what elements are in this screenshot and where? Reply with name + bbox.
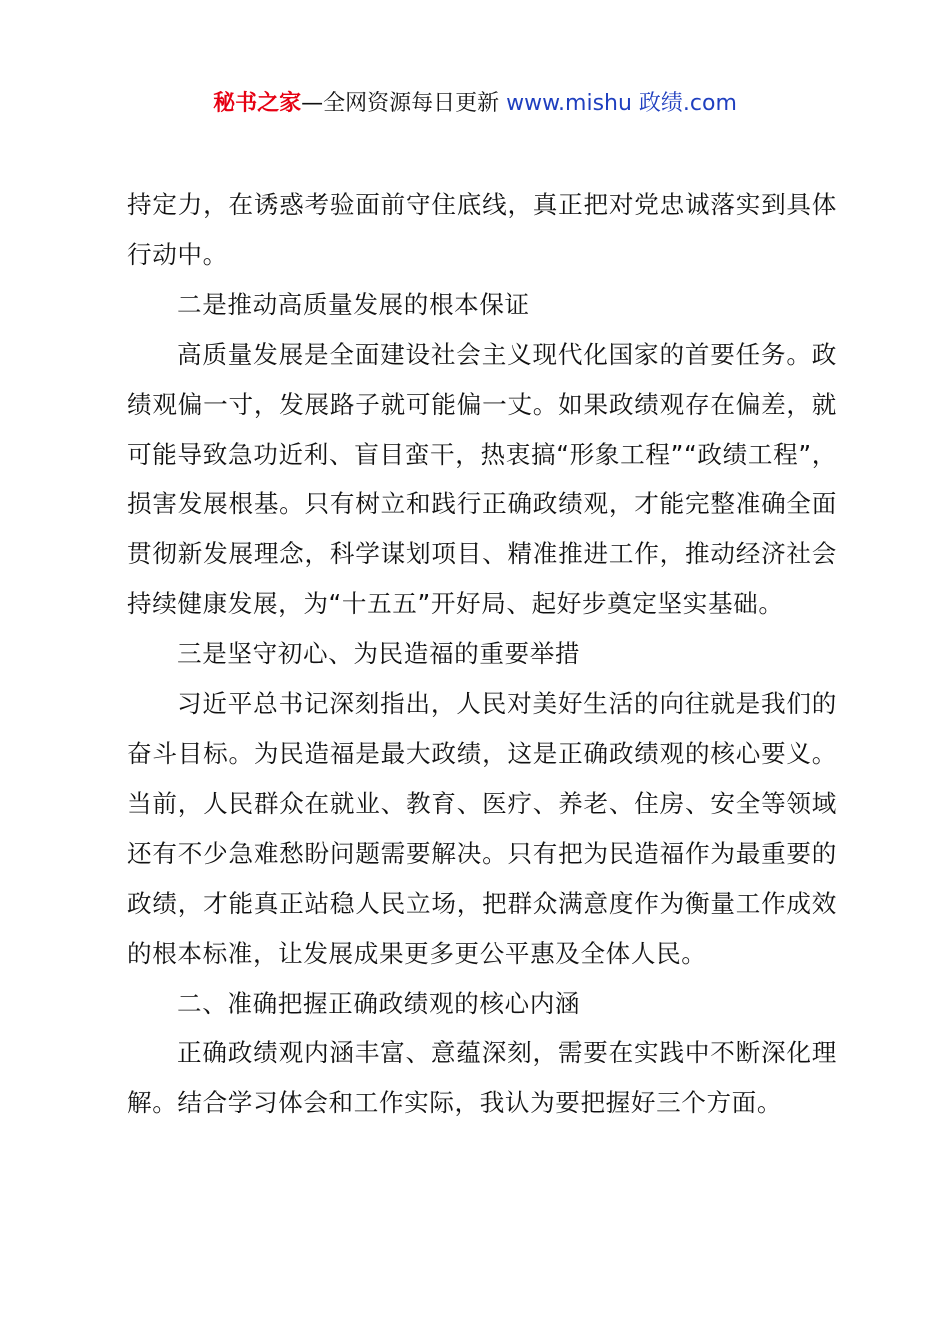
paragraph: 高质量发展是全面建设社会主义现代化国家的首要任务。政绩观偏一寸，发展路子就可能偏一丈。如果政绩观存在偏差，就可能导致急功近利、盲目蛮干，热衷搞“形象工程”“政绩工程”，损害发展根基。只有树立和践行正确政绩观，才能完整准确全面贯彻新发展理念，科学谋划项目、精准推进工作，推动经济社会持续健康发展，为“十五五”开好局、起好步奠定坚实基础。 (127, 339, 837, 619)
paragraph-continuation: 持定力，在诱惑考验面前守住底线，真正把对党忠诚落实到具体行动中。 (127, 190, 837, 269)
section-heading: 三是坚守初心、为民造福的重要举措 (177, 639, 581, 669)
section-heading: 二、准确把握正确政绩观的核心内涵 (177, 988, 581, 1018)
site-tagline: —全网资源每日更新 (301, 91, 500, 116)
paragraph: 习近平总书记深刻指出，人民对美好生活的向往就是我们的奋斗目标。为民造福是最大政绩，这是正确政绩观的核心要义。当前，人民群众在就业、教育、医疗、养老、住房、安全等领域还有不少急难愁盼问题需要解决。只有把为民造福作为最重要的政绩，才能真正站稳人民立场，把群众满意度作为衡量工作成效的根本标准，让发展成果更多更公平惠及全体人民。 (127, 689, 837, 968)
paragraph: 正确政绩观内涵丰富、意蕴深刻，需要在实践中不断深化理解。结合学习体会和工作实际，我认为要把握好三个方面。 (127, 1038, 837, 1118)
page-header (0, 88, 950, 120)
site-url[interactable]: www.mishu 政绩.com (506, 91, 737, 116)
document-body (127, 180, 837, 1128)
section-heading: 二是推动高质量发展的根本保证 (177, 289, 530, 319)
site-brand: 秘书之家 (213, 91, 302, 116)
